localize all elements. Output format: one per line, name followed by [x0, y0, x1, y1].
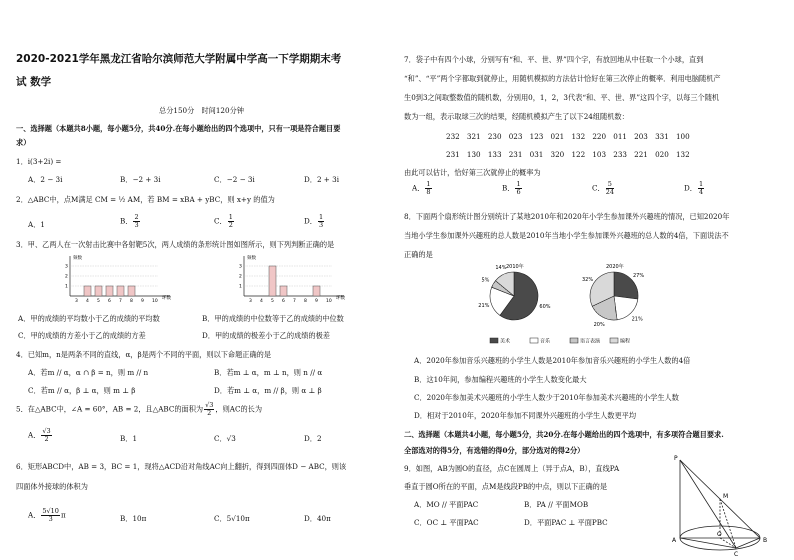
- q6-stem: 6．矩形ABCD中，AB = 3，BC = 1，现将△ACD沿对角线AC向上翻折，得到四面体D − ABC，则该: [16, 462, 347, 471]
- q6-option-b: B．10π: [120, 514, 147, 523]
- y-tick-label: 2: [239, 274, 242, 280]
- q9-option-c: C．OC ⊥ 平面PAC: [414, 518, 479, 527]
- q6-option-d: D．40π: [304, 514, 331, 523]
- q9-stem: 9．如图，AB为圆O的直径，点C在圆周上（异于点A，B），直线PA: [404, 464, 620, 473]
- q3-option-c: C．甲的成绩的方差小于乙的成绩的方差: [18, 331, 146, 340]
- q2-option-d: D． $\frac{1}{3}$: [304, 213, 324, 229]
- x-axis-label: 环数: [162, 296, 171, 301]
- legend-swatch: [610, 338, 618, 343]
- q1-option-c: C．−2 − 3i: [214, 175, 255, 184]
- x-tick-label: 7: [293, 299, 296, 304]
- q3-option-a: A．甲的成绩的平均数小于乙的成绩的平均数: [18, 314, 160, 323]
- q5-stem: 5．在△ABC中，∠A = 60°，AB = 2，且△ABC的面积为 $\frac{√3}{2}$ ，则AC的长为: [16, 401, 263, 417]
- q7-random-row-1: 232 321 230 023 123 021 132 220 011 203 331 100: [446, 132, 690, 141]
- q8-stem-2: 当地小学生参加课外兴趣班的总人数是2010年当地小学生参加课外兴趣班的总人数的4倍，下面说法不: [404, 231, 729, 240]
- y-tick-label: 3: [239, 264, 242, 270]
- x-tick-label: 3: [249, 299, 252, 304]
- bar: [269, 266, 276, 296]
- q9-option-b: B．PA // 平面MOB: [524, 500, 589, 509]
- q5-option-b: B．1: [120, 434, 138, 443]
- y-axis-label: 频数: [73, 256, 82, 261]
- x-tick-label: 7: [119, 299, 122, 304]
- fig-label-p: P: [674, 455, 678, 462]
- q8-option-b: B．这10年间，参加编程兴趣班的小学生人数变化最大: [414, 375, 587, 384]
- q9-option-d: D．平面PAC ⊥ 平面PBC: [524, 518, 608, 527]
- pie-title: 2010年: [506, 264, 524, 270]
- pie-value-label: 60%: [539, 303, 551, 310]
- q7-option-d: D． $\frac{1}{4}$: [684, 180, 704, 196]
- x-tick-label: 5: [97, 299, 100, 304]
- fig-label-m: M: [723, 493, 729, 500]
- x-tick-label: 10: [326, 299, 332, 304]
- bar: [117, 286, 124, 296]
- bar: [313, 286, 320, 296]
- q1-option-a: A．2 − 3i: [28, 175, 63, 184]
- bar-chart-yi: [228, 252, 378, 304]
- q3-stem: 3．甲、乙两人在一次射击比赛中各射靶5次，两人成绩的条形统计图如图所示，则下列判断正确的是: [16, 240, 335, 249]
- exam-meta: 总分150分 时间120分钟: [159, 106, 244, 115]
- bar: [84, 286, 91, 296]
- bar: [280, 286, 287, 296]
- q3-option-b: B．甲的成绩的中位数等于乙的成绩的中位数: [202, 314, 344, 323]
- q2-option-b: B． $\frac{2}{3}$: [120, 213, 139, 229]
- q7-stem: 7．袋子中有四个小球，分别写有“和、平、世、界”四个字，有放回地从中任取一个小球，直到: [404, 55, 704, 64]
- y-tick-label: 3: [65, 264, 68, 270]
- legend-label: 美术: [500, 338, 511, 345]
- q7-stem-3: 生0到3之间取整数值的随机数，分别用0，1，2，3代表“和、平、世、界”这四个字，以每三个随机: [404, 93, 720, 102]
- x-tick-label: 9: [315, 299, 318, 304]
- pie-value-label: 5%: [481, 277, 490, 284]
- q7-option-a: A． $\frac{1}{8}$: [412, 180, 431, 196]
- q8-option-d: D．相对于2010年，2020年参加不同课外兴趣班的小学生人数更平均: [414, 411, 637, 420]
- q5-option-c: C．√3: [214, 434, 236, 443]
- q6-option-c: C．5√10π: [214, 514, 250, 523]
- y-tick-label: 1: [65, 284, 68, 290]
- pie-value-label: 21%: [631, 316, 643, 323]
- legend-label: 编程: [620, 338, 631, 345]
- fig-label-c: C: [734, 551, 739, 558]
- bar: [95, 286, 102, 296]
- pie-value-label: 21%: [478, 302, 490, 309]
- section2-heading: 二、选择题（本题共4小题，每小题5分，共20分.在每小题给出的四个选项中，有多项符合题目要求.: [404, 430, 724, 439]
- q2-stem: 2．△ABC中，点M满足 CM = ½ AM，若 BM = xBA + yBC，则 x+y 的值为: [16, 195, 275, 204]
- q6-option-a: A． $\frac{5√10}{3}$ π: [28, 507, 66, 523]
- x-tick-label: 10: [152, 299, 158, 304]
- section2-heading-cont: 全部选对的得5分，有选错的得0分，部分选对的得2分）: [404, 446, 585, 455]
- fig-label-b: B: [763, 537, 768, 544]
- q9-stem-2: 垂直于圆O所在的平面，点M是线段PB的中点，则以下正确的是: [404, 482, 608, 491]
- x-tick-label: 6: [108, 299, 111, 304]
- q4-option-b: B．若m ⊥ α，m ⊥ n，则 n // α: [214, 368, 323, 377]
- legend-label: 语言表演: [580, 338, 601, 345]
- pie-title: 2020年: [606, 264, 624, 270]
- x-tick-label: 3: [75, 299, 78, 304]
- x-tick-label: 5: [271, 299, 274, 304]
- q2-option-c: C． $\frac{1}{2}$: [214, 213, 233, 229]
- x-tick-label: 9: [141, 299, 144, 304]
- q8-stem: 8．下面两个扇形统计图分别统计了某地2010年和2020年小学生参加课外兴趣班的情况，已知2020年: [404, 212, 730, 221]
- q7-stem-2: “和”、“平”两个字都取到就停止，用随机模拟的方法估计恰好在第三次停止的概率．利用电脑随机产: [404, 74, 721, 83]
- q7-random-row-2: 231 130 133 231 031 320 122 103 233 221 020 132: [446, 150, 690, 159]
- q5-option-d: D．2: [304, 434, 322, 443]
- exam-title-line2: 试 数学: [16, 76, 52, 88]
- pie-value-label: 14%: [495, 265, 507, 272]
- x-tick-label: 8: [130, 299, 133, 304]
- pie-value-label: 27%: [633, 272, 645, 279]
- legend-label: 音乐: [540, 338, 551, 345]
- legend-swatch: [570, 338, 578, 343]
- x-tick-label: 8: [304, 299, 307, 304]
- q4-option-a: A．若m // α，α ∩ β = n，则 m // n: [28, 368, 149, 377]
- q4-stem: 4．已知m，n是两条不同的直线，α，β是两个不同的平面，则以下命题正确的是: [16, 350, 272, 359]
- pie-value-label: 32%: [581, 276, 594, 283]
- q7-stem-5: 由此可以估计，恰好第三次就停止的概率为: [404, 168, 541, 177]
- pie-value-label: 20%: [593, 322, 605, 329]
- q1-option-d: D．2 + 3i: [304, 175, 339, 184]
- q3-option-d: D．甲的成绩的极差小于乙的成绩的极差: [202, 331, 330, 340]
- q4-option-c: C．若m // α，β ⊥ α，则 m ⊥ β: [28, 386, 136, 395]
- bar-chart-jia: [54, 252, 204, 304]
- q1-option-b: B．−2 + 3i: [120, 175, 161, 184]
- fig-label-a: A: [672, 537, 677, 544]
- exam-title-line1: 2020-2021学年黑龙江省哈尔滨师范大学附属中学高一下学期期末考: [16, 53, 342, 65]
- q1-stem: 1．i(3+2i) =: [16, 157, 62, 166]
- q4-option-d: D．若m ⊥ α，m // β，则 α ⊥ β: [214, 386, 322, 395]
- x-axis-label: 环数: [336, 296, 345, 301]
- y-tick-label: 2: [65, 274, 68, 280]
- q7-stem-4: 数为一组，表示取球三次的结果，经随机模拟产生了以下24组随机数：: [404, 112, 629, 121]
- q5-option-a: A． $\frac{√3}{2}$: [28, 427, 51, 443]
- q7-option-c: C． $\frac{5}{24}$: [592, 180, 614, 196]
- pie-charts: [464, 252, 664, 348]
- x-tick-label: 6: [282, 299, 285, 304]
- legend-swatch: [530, 338, 538, 343]
- bar: [128, 286, 135, 296]
- bar: [106, 286, 113, 296]
- x-tick-label: 4: [260, 299, 263, 304]
- q8-option-a: A．2020年参加音乐兴趣班的小学生人数是2010年参加音乐兴趣班的小学生人数的4倍: [414, 356, 691, 365]
- x-tick-label: 4: [86, 299, 89, 304]
- q9-cone-figure: [672, 454, 784, 558]
- q7-option-b: B． $\frac{1}{6}$: [502, 180, 521, 196]
- q8-stem-3: 正确的是: [404, 250, 433, 259]
- y-tick-label: 1: [239, 284, 242, 290]
- legend-swatch: [490, 338, 498, 343]
- q2-option-a: A．1: [28, 220, 45, 229]
- section1-heading: 一、选择题（本题共8小题，每小题5分，共40分.在每小题给出的四个选项中，只有一项是符合题目要: [16, 124, 341, 133]
- section1-heading-cont: 求）: [16, 138, 31, 147]
- q6-stem-cont: 四面体外接球的体积为: [16, 482, 88, 491]
- y-axis-label: 频数: [247, 256, 256, 261]
- q8-option-c: C．2020年参加美术兴趣班的小学生人数少于2010年参加美术兴趣班的小学生人数: [414, 393, 679, 402]
- q9-option-a: A．MO // 平面PAC: [414, 500, 479, 509]
- fig-label-o: O: [717, 531, 722, 538]
